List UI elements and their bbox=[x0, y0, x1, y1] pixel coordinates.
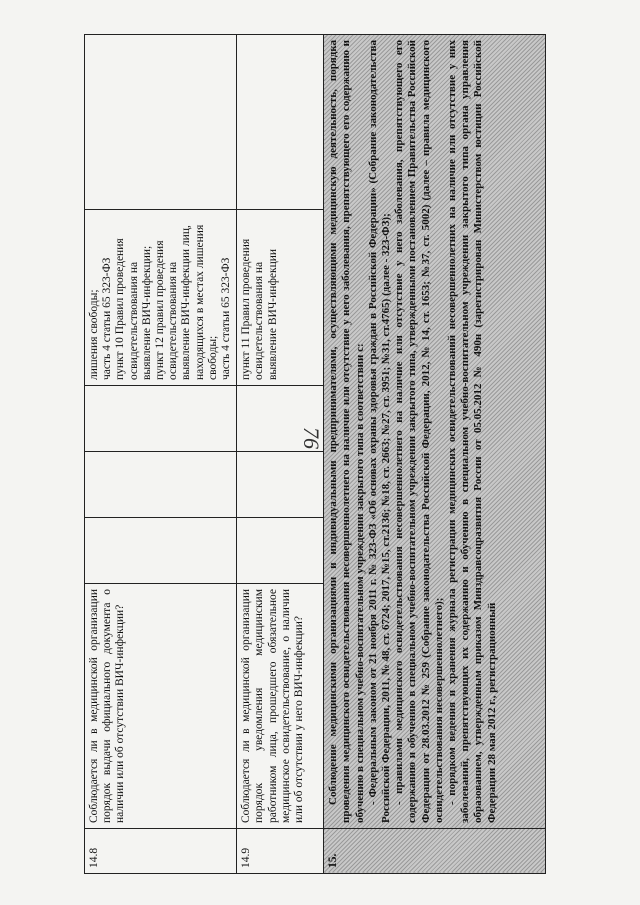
rotated-table-wrapper bbox=[84, 34, 546, 874]
section-paragraph: - Федеральным законом от 21 ноября 2011 г. № 323-ФЗ «Об основах охраны здоровья граждан в Российской Федерации» (Собрание законодательства Российской Федерации, 2011, № 48, ст. 6724; 2017, №15, ст.2136; №18, ст. 2663; №27, ст. 3951; №31, ст.4765) (далее - 323-ФЗ); bbox=[366, 40, 393, 823]
table-row bbox=[85, 35, 237, 874]
empty-cell bbox=[237, 35, 324, 210]
row-number: 14.8 bbox=[85, 829, 237, 874]
ref-line: пункт 10 Правил проведения освидетельствования на выявление ВИЧ-инфекции; bbox=[114, 238, 153, 380]
ref-carry-line: часть 4 статьи 65 323-ФЗ bbox=[101, 257, 114, 380]
row-question: Соблюдается ли в медицинской организации порядок уведомления медицинским работником лица, прошедшего обязательное медицинское освидетельствование, о наличии или об отсутствии у него ВИЧ-инфекции? bbox=[237, 584, 324, 829]
empty-cell bbox=[85, 452, 237, 518]
section-paragraph: - порядком ведения и хранения журнала регистрации медицинских освидетельствований несовершеннолетних на наличие или отсутствие у них заболеваний, препятствующих их содержанию и обучению в специальном учебно-воспитательном учреждении закрытого типа органа управления образованием, утвержденным приказом Минздравсоцразвития России от 05.05.2012 № 490н (зарегистрирован Министерством юстиции Российской Федерации 28 мая 2012 г., регистрационный bbox=[446, 40, 498, 823]
empty-cell bbox=[85, 386, 237, 452]
ref-line: часть 4 статьи 65 323-ФЗ bbox=[220, 257, 233, 380]
ref-carry-line: лишения свободы; bbox=[88, 289, 100, 380]
row-question: Соблюдается ли в медицинской организации порядок выдачи официального документа о наличии или об отсутствии ВИЧ-инфекции? bbox=[85, 584, 237, 829]
table-row bbox=[237, 35, 324, 874]
page-number: 76 bbox=[299, 427, 324, 449]
empty-cell bbox=[237, 518, 324, 584]
empty-cell bbox=[237, 386, 324, 452]
section-number: 15. bbox=[324, 829, 546, 874]
row-references bbox=[237, 210, 324, 386]
section-text bbox=[324, 35, 546, 829]
section-paragraph: Соблюдение медицинскими организациями и индивидуальными предпринимателями, осуществляющими медицинскую деятельность, порядка проведения медицинского освидетельствования несовершеннолетнего на наличие или отсутствие у него заболевания, препятствующего его содержанию и обучению в специальном учебно-воспитательном учреждении закрытого типа в соответствии с: bbox=[327, 40, 366, 823]
empty-cell bbox=[237, 452, 324, 518]
row-number: 14.9 bbox=[237, 829, 324, 874]
rotated-table-container bbox=[84, 34, 546, 874]
section-paragraph: - правилами медицинского освидетельствования несовершеннолетнего на наличие или отсутствие у него заболевания, препятствующего его содержанию и обучению в специальном учебно-воспитательном учреждении закрытого типа, утвержденными постановлением Правительства Российской Федерации от 28.03.2012 № 259 (Собрание законодательства Российской Федерации, 2012, № 14, ст. 1653; №37, ст. 5002) (далее – правила медицинского освидетельствования несовершеннолетнего); bbox=[393, 40, 445, 823]
ref-line: пункт 12 правил проведения освидетельствования на выявление ВИЧ-инфекции лиц, находящихся в местах лишения свободы; bbox=[154, 224, 219, 380]
row-references bbox=[85, 210, 237, 386]
empty-cell bbox=[85, 518, 237, 584]
empty-cell bbox=[85, 35, 237, 210]
section-row bbox=[324, 35, 546, 874]
checklist-table bbox=[84, 34, 546, 874]
ref-line: пункт 11 Правил проведения освидетельствования на выявление ВИЧ-инфекции bbox=[240, 238, 279, 380]
